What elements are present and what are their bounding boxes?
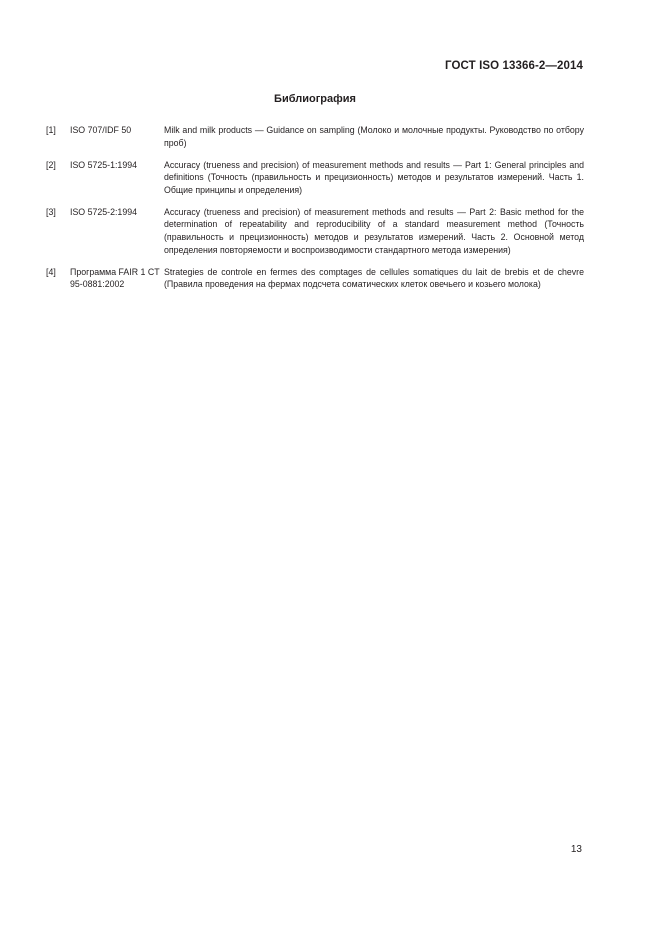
document-code: ГОСТ ISO 13366-2—2014: [445, 60, 583, 72]
entry-code: Программа FAIR 1 CT 95-0881:2002: [70, 266, 160, 290]
entry-text: Strategies de controle en fermes des comptages de cellules somatiques du lait de brebis et de chevre (Правила проведения на фермах подсчета соматических клеток овечьего и козьего молока): [164, 266, 584, 290]
entry-number: [2]: [46, 159, 56, 170]
entry-text: Milk and milk products — Guidance on sampling (Молоко и молочные продукты. Руководство по отбору проб): [164, 125, 584, 148]
bibliography-list: [46, 124, 584, 300]
bibliography-entry-2: [46, 159, 584, 197]
bibliography-entry-3: [46, 206, 584, 256]
entry-code: ISO 5725-1:1994: [70, 159, 138, 170]
entry-number: [1]: [46, 125, 56, 135]
entry-number: [3]: [46, 206, 56, 217]
entry-code: ISO 5725-2:1994: [70, 206, 138, 217]
bibliography-entry-4: [46, 266, 584, 291]
entry-number: [4]: [46, 266, 56, 277]
bibliography-entry-1: [46, 124, 584, 149]
page-number: 13: [570, 844, 582, 855]
entry-text: Accuracy (trueness and precision) of measurement methods and results — Part 2: Basic method for the determination of repeatability and reproducibility of a standard measurement method (Точность (правильность и прецизионность) методов и результатов измерений. Часть 2. Основной метод определения повторяемости и воспроизводимости стандартного метода измерения): [164, 206, 584, 255]
entry-code: ISO 707/IDF 50: [70, 125, 132, 135]
bibliography-title: Библиография: [274, 93, 356, 105]
entry-text: Accuracy (trueness and precision) of measurement methods and results — Part 1: General principles and definitions (Точность (правильность и прецизионность) методов и результатов измерений. Часть 1. Общие принципы и определения): [164, 159, 584, 195]
